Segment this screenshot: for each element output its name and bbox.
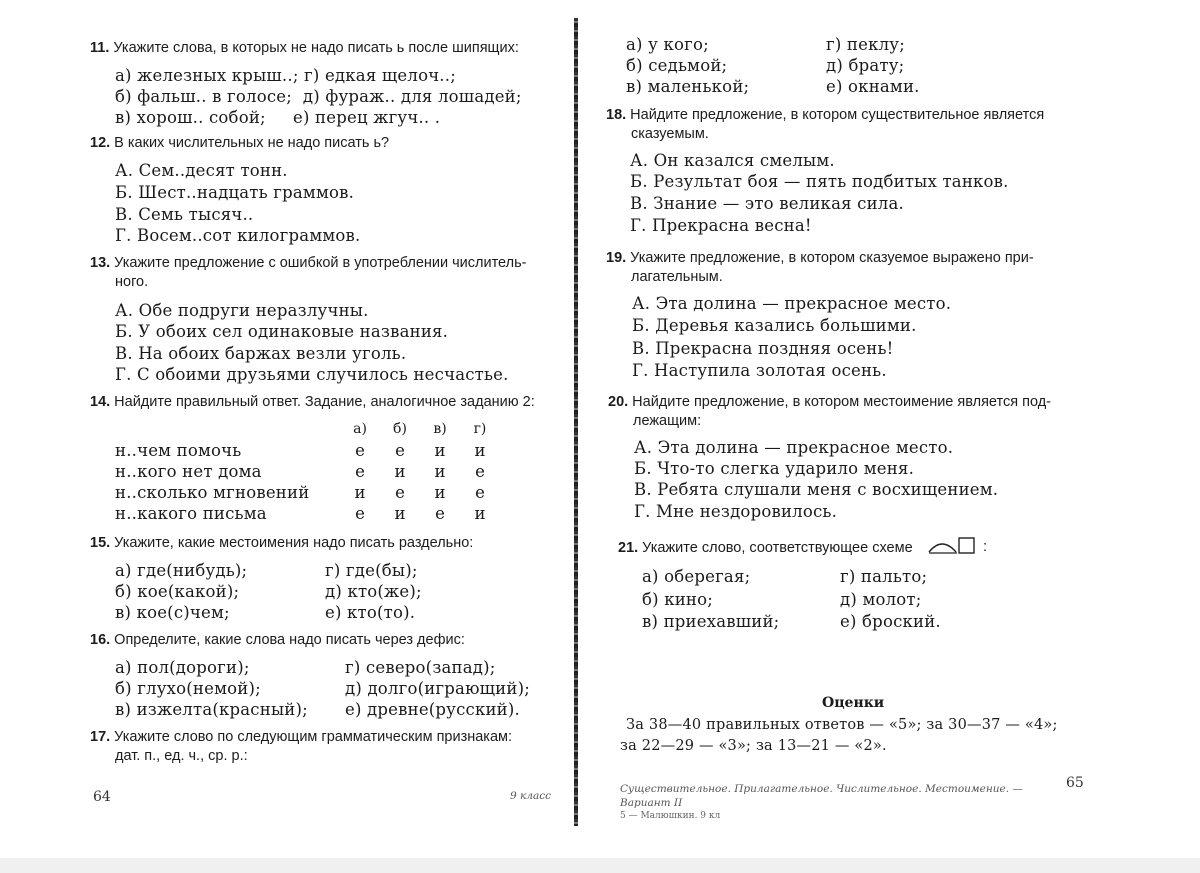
question-18 bbox=[606, 106, 1044, 125]
answer-line: В. Прекрасна поздняя осень! bbox=[632, 339, 894, 358]
grades-line: За 38—40 правильных ответов — «5»; за 30—37 — «4»; bbox=[626, 717, 1058, 733]
question-number: 18. bbox=[606, 107, 627, 123]
scheme-colon: : bbox=[983, 539, 988, 555]
table-row-word: н..кого нет дома bbox=[115, 462, 262, 481]
answer-line: Г. Прекрасна весна! bbox=[630, 216, 812, 235]
answer-option: е) окнами. bbox=[826, 77, 920, 96]
table-cell: и bbox=[474, 504, 486, 523]
answer-line: в) хорош.. собой; е) перец жгуч.. . bbox=[115, 108, 441, 127]
answer-line: Б. У обоих сел одинаковые названия. bbox=[115, 322, 449, 341]
question-13 bbox=[90, 254, 527, 273]
table-cell: и bbox=[394, 462, 406, 481]
answer-option: а) у кого; bbox=[626, 35, 709, 54]
answer-option: г) где(бы); bbox=[325, 561, 418, 580]
answer-option: е) кто(то). bbox=[325, 603, 416, 622]
answer-line: А. Эта долина — прекрасное место. bbox=[634, 438, 954, 457]
question-text: Укажите предложение с ошибкой в употреблении числитель- bbox=[114, 255, 527, 271]
question-11 bbox=[90, 39, 519, 58]
answer-line: А. Сем..десят тонн. bbox=[115, 161, 288, 180]
page-number: 65 bbox=[1066, 775, 1084, 791]
answer-option: д) брату; bbox=[826, 56, 905, 75]
question-number: 16. bbox=[90, 632, 111, 648]
answer-line: А. Эта долина — прекрасное место. bbox=[632, 294, 952, 313]
question-text: Укажите, какие местоимения надо писать раздельно: bbox=[114, 535, 474, 551]
question-text: Укажите слова, в которых не надо писать ь после шипящих: bbox=[113, 40, 519, 56]
table-cell: е bbox=[475, 483, 485, 502]
answer-option: г) северо(запад); bbox=[345, 658, 496, 677]
answer-option: в) изжелта(красный); bbox=[115, 700, 308, 719]
answer-option: б) кино; bbox=[642, 590, 714, 609]
answer-line: В. Знание — это великая сила. bbox=[630, 194, 904, 213]
question-number: 15. bbox=[90, 535, 111, 551]
question-14 bbox=[90, 393, 535, 412]
column-header: б) bbox=[393, 421, 407, 437]
question-20 bbox=[608, 393, 1051, 412]
question-number: 19. bbox=[606, 250, 627, 266]
answer-option: а) где(нибудь); bbox=[115, 561, 248, 580]
table-cell: е bbox=[355, 462, 365, 481]
answer-option: в) маленькой; bbox=[626, 77, 750, 96]
left-page bbox=[0, 0, 575, 873]
question-text: Найдите предложение, в котором существительное является bbox=[630, 107, 1045, 123]
table-cell: е bbox=[395, 441, 405, 460]
answer-option: е) броский. bbox=[840, 612, 941, 631]
answer-option: в) приехавший; bbox=[642, 612, 780, 631]
answer-option: б) кое(какой); bbox=[115, 582, 240, 601]
question-19 bbox=[606, 249, 1034, 268]
book-spine bbox=[574, 18, 578, 826]
answer-line: В. Семь тысяч.. bbox=[115, 205, 254, 224]
column-header: г) bbox=[473, 421, 487, 437]
table-cell: е bbox=[475, 462, 485, 481]
question-text: Найдите предложение, в котором местоимение является под- bbox=[632, 394, 1052, 410]
answer-line: Г. Восем..сот килограммов. bbox=[115, 226, 361, 245]
question-number: 20. bbox=[608, 394, 629, 410]
question-text-continued: ного. bbox=[115, 274, 149, 290]
answer-option: е) древне(русский). bbox=[345, 700, 520, 719]
page-footer: 5 — Малюшкин. 9 кл bbox=[620, 811, 721, 821]
table-cell: е bbox=[355, 441, 365, 460]
answer-line: В. Ребята слушали меня с восхищением. bbox=[634, 480, 999, 499]
answer-option: б) глухо(немой); bbox=[115, 679, 261, 698]
question-text: Укажите предложение, в котором сказуемое выражено при- bbox=[630, 250, 1034, 266]
table-row-word: н..чем помочь bbox=[115, 441, 242, 460]
scan-edge bbox=[0, 858, 1200, 873]
answer-line: А. Он казался смелым. bbox=[630, 151, 835, 170]
table-row-word: н..сколько мгновений bbox=[115, 483, 310, 502]
table-cell: и bbox=[354, 483, 366, 502]
question-17 bbox=[90, 728, 512, 747]
right-page bbox=[582, 0, 1200, 873]
column-header: в) bbox=[433, 421, 447, 437]
question-number: 12. bbox=[90, 135, 111, 151]
answer-line: Г. С обоими друзьями случилось несчастье. bbox=[115, 365, 509, 384]
question-text: Укажите слово, соответствующее схеме bbox=[642, 540, 913, 556]
answer-option: г) пеклу; bbox=[826, 35, 905, 54]
page-number: 64 bbox=[93, 789, 111, 805]
table-cell: и bbox=[394, 504, 406, 523]
question-text: Найдите правильный ответ. Задание, аналогичное заданию 2: bbox=[114, 394, 535, 410]
answer-option: в) кое(с)чем; bbox=[115, 603, 230, 622]
answer-option: а) пол(дороги); bbox=[115, 658, 250, 677]
table-cell: и bbox=[474, 441, 486, 460]
answer-line: В. На обоих баржах везли уголь. bbox=[115, 344, 407, 363]
table-cell: е bbox=[355, 504, 365, 523]
question-text: Укажите слово по следующим грамматическим признакам: bbox=[114, 729, 513, 745]
table-cell: и bbox=[434, 483, 446, 502]
question-12 bbox=[90, 134, 389, 153]
answer-line: Б. Деревья казались большими. bbox=[632, 316, 917, 335]
question-text: В каких числительных не надо писать ь? bbox=[114, 135, 390, 151]
answer-line: б) фальш.. в голосе; д) фураж.. для лошадей; bbox=[115, 87, 522, 106]
question-number: 17. bbox=[90, 729, 111, 745]
table-cell: е bbox=[395, 483, 405, 502]
answer-line: Б. Результат боя — пять подбитых танков. bbox=[630, 172, 1009, 191]
table-cell: е bbox=[435, 504, 445, 523]
page-footer: 9 класс bbox=[510, 790, 551, 802]
answer-line: Б. Шест..надцать граммов. bbox=[115, 183, 355, 202]
question-number: 14. bbox=[90, 394, 111, 410]
question-text-continued: лежащим: bbox=[633, 413, 702, 429]
page-footer: Вариант II bbox=[620, 797, 683, 809]
grades-line: за 22—29 — «3»; за 13—21 — «2». bbox=[620, 738, 887, 754]
question-number: 13. bbox=[90, 255, 111, 271]
answer-line: А. Обе подруги неразлучны. bbox=[115, 301, 369, 320]
answer-option: д) долго(играющий); bbox=[345, 679, 530, 698]
question-text-continued: дат. п., ед. ч., ср. р.: bbox=[115, 748, 248, 764]
question-text-continued: сказуемым. bbox=[631, 126, 709, 142]
question-number: 21. bbox=[618, 540, 639, 556]
question-15 bbox=[90, 534, 473, 553]
question-text: Определите, какие слова надо писать через дефис: bbox=[114, 632, 465, 648]
answer-line: Б. Что-то слегка ударило меня. bbox=[634, 459, 915, 478]
table-cell: и bbox=[434, 441, 446, 460]
word-scheme-icon bbox=[928, 534, 976, 556]
answer-line: Г. Наступила золотая осень. bbox=[632, 361, 887, 380]
answer-option: д) кто(же); bbox=[325, 582, 422, 601]
answer-option: д) молот; bbox=[840, 590, 922, 609]
question-number: 11. bbox=[90, 40, 110, 56]
answer-line: Г. Мне нездоровилось. bbox=[634, 502, 838, 521]
answer-line: а) железных крыш..; г) едкая щелоч..; bbox=[115, 66, 456, 85]
table-cell: и bbox=[434, 462, 446, 481]
page-footer: Существительное. Прилагательное. Числительное. Местоимение. — bbox=[620, 783, 1023, 795]
question-text-continued: лагательным. bbox=[631, 269, 723, 285]
table-row-word: н..какого письма bbox=[115, 504, 267, 523]
answer-option: г) пальто; bbox=[840, 567, 928, 586]
answer-option: а) оберегая; bbox=[642, 567, 751, 586]
answer-option: б) седьмой; bbox=[626, 56, 728, 75]
question-16 bbox=[90, 631, 465, 650]
column-header: а) bbox=[353, 421, 367, 437]
grades-title: Оценки bbox=[822, 695, 885, 711]
question-21 bbox=[618, 539, 913, 558]
